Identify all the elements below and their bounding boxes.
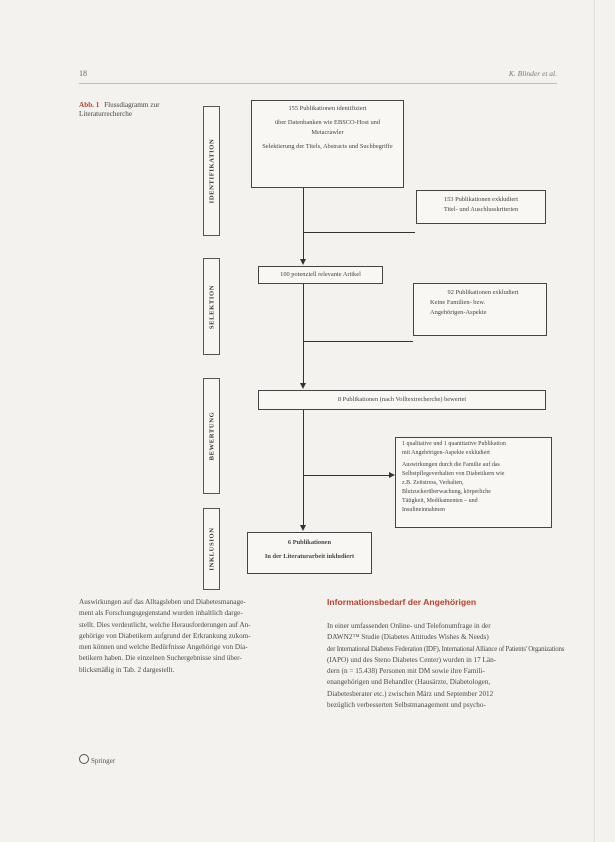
figure-caption-line-1: Flussdiagramm zur	[104, 101, 160, 109]
springer-horse-icon	[79, 754, 89, 764]
text-line: gehörige von Diabetikern aufgrund der Erkrankung zukom-	[79, 631, 251, 640]
arrow-down-icon	[300, 525, 306, 531]
box-excluded-2	[413, 283, 547, 336]
text-line: betikern haben. Die einzelnen Suchergebnisse sind über-	[79, 654, 242, 663]
box-evaluated	[258, 390, 546, 410]
connector	[303, 232, 415, 233]
box-line: 92 Publikationen exkludiert	[447, 289, 519, 296]
arrow-down-icon	[300, 383, 306, 389]
arrow-down-icon	[300, 259, 306, 265]
text-line: DAWN2™ Studie (Diabetes Attitudes Wishes & Needs)	[327, 633, 489, 642]
box-line: 1 qualitative und 1 quantitative Publikation	[402, 441, 506, 447]
connector	[303, 410, 304, 526]
box-line: Selektierung der Titels, Abstracts und Suchbegriffe	[262, 143, 393, 150]
figure-number: Abb. 1	[79, 101, 100, 109]
box-line: In der Literaturarbeit inkludiert	[264, 553, 355, 560]
box-line: Tätigkeit, Medikamenten – und	[402, 498, 478, 504]
page-edge-shadow	[594, 0, 595, 842]
phase-inclusion	[203, 508, 220, 590]
text-line: Diabetesberater etc.) zwischen März und September 2012	[327, 689, 494, 698]
box-relevant	[258, 266, 383, 284]
text-line: ment als Forschungsgegenstand wurden inhaltlich darge-	[79, 609, 243, 618]
box-line: 153 Publikationen exkludiert	[443, 196, 519, 203]
box-line: Auswirkungen durch die Familie auf das	[402, 462, 500, 468]
box-line: Titel- und Auschlusskriterien	[443, 206, 519, 213]
header-rule	[79, 83, 557, 84]
box-identified	[251, 100, 404, 188]
box-line: Insulineinnahmen	[402, 507, 445, 513]
figure-caption	[79, 101, 189, 118]
text-line: stellt. Dies verdeutlicht, welche Herausforderungen auf An-	[79, 620, 251, 629]
box-excluded-1	[416, 190, 546, 224]
phase-evaluation	[203, 378, 220, 494]
phase-label: INKLUSION	[208, 527, 215, 571]
text-line: In einer umfassenden Online- und Telefonumfrage in der	[327, 622, 491, 630]
box-line: 155 Publikationen identifiziert	[288, 105, 367, 112]
box-line: Metacrawler	[311, 129, 344, 136]
phase-identification	[203, 106, 220, 236]
box-line: 100 potenziell relevante Artikel	[280, 271, 361, 278]
box-line: z.B. Zeitstress, Verhalten,	[402, 480, 464, 486]
box-line: Angehörigen-Aspekte	[430, 309, 487, 316]
phase-label: BEWERTUNG	[208, 411, 215, 461]
box-included	[247, 532, 372, 574]
connector	[303, 475, 389, 476]
box-line: über Datenbanken wie EBSCO-Host und	[274, 119, 381, 126]
text-line: bezüglich verbesserten Selbstmanagement und psycho-	[327, 701, 486, 710]
text-line: enangehörigen und Behandler (Hausärzte, Diabetologen,	[327, 678, 491, 687]
right-column-text	[327, 621, 565, 711]
box-excluded-3	[395, 437, 552, 528]
running-head: K. Blinder et al.	[508, 69, 557, 78]
box-line: Blutzuckerüberwachung, körperliche	[402, 489, 491, 495]
phase-label: IDENTIFIKATION	[208, 138, 215, 204]
section-title: Informationsbedarf der Angehörigen	[327, 597, 477, 607]
phase-label: SELEKTION	[208, 284, 215, 329]
connector	[303, 341, 413, 342]
publisher-name: Springer	[91, 757, 116, 765]
text-line: men können und welche Bedürfnisse Angehörige von Dia-	[79, 643, 248, 652]
page-number: 18	[79, 69, 87, 78]
box-line: mit Angehörigen-Aspekte exkludiert	[402, 450, 490, 456]
figure-caption-line-2: Literaturrecherche	[79, 109, 133, 118]
text-line: blicksmäßig in Tab. 2 dargestellt.	[79, 665, 175, 674]
text-line: dern (n = 15.438) Personen mit DM sowie ihre Famili-	[327, 667, 485, 676]
box-line: 6 Publikationen	[287, 539, 332, 546]
connector	[303, 188, 304, 260]
box-line: 8 Publikationen (nach Volltextrecherche) bewertet	[337, 396, 467, 403]
text-line: (IAPO) und des Steno Diabetes Center) wurden in 17 Län-	[327, 655, 497, 664]
arrow-right-icon	[389, 472, 395, 478]
publisher-logo	[79, 754, 115, 765]
phase-selection	[203, 258, 220, 355]
text-line: der International Diabetes Federation (IDF), International Alliance of Patients' Organizations	[327, 645, 565, 653]
connector	[303, 284, 304, 384]
text-line: Auswirkungen auf das Alltagsleben und Diabetesmanage-	[79, 598, 246, 606]
box-line: Selbstpflegeverhalten von Diabetikern wie	[402, 471, 505, 477]
left-column-text	[79, 597, 301, 676]
box-line: Keine Familien- bzw.	[430, 299, 486, 306]
